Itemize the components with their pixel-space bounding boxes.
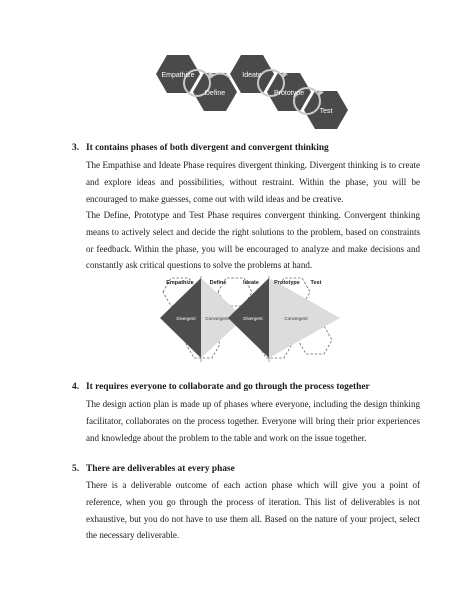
section-4-heading-text: It requires everyone to collaborate and go through the process together bbox=[86, 382, 370, 392]
divergent-label-1: Divergent bbox=[176, 316, 196, 321]
fig2-label-ideate: Ideate bbox=[243, 280, 259, 286]
section-3-paragraph-1: The Empathise and Ideate Phase requires divergent thinking. Divergent thinking is to create and explore ideas and possibilities, without restraint. Within the phase, you will be encouraged to make guesses, come out with wild ideas and be creative. bbox=[86, 160, 420, 204]
convergent-label-2: Convergent bbox=[284, 316, 308, 321]
section-4-paragraph: The design action plan is made up of phases where everyone, including the design thinking facilitator, collaborates on the process together. Everyone will bring their prior experiences and knowledge about the problem to the table and work on the issue together. bbox=[86, 399, 420, 443]
phase-label-empathize: Empathize bbox=[161, 72, 195, 79]
phase-label-define: Define bbox=[204, 90, 226, 97]
section-3-paragraph-2: The Define, Prototype and Test Phase requires convergent thinking. Convergent thinking means to actively select and decide the right solutions to the problem, based on constraints or feedback. Within the phase, you will be encouraged to analyze and make decisions and constantly ask critical questions to solve the problems at hand. bbox=[86, 210, 420, 271]
phase-label-prototype: Prototype bbox=[274, 90, 304, 97]
fig2-label-prototype: Prototype bbox=[274, 280, 300, 286]
section-3-number: 3. bbox=[72, 143, 80, 153]
section-4-number: 4. bbox=[72, 382, 80, 392]
section-5-heading bbox=[72, 463, 420, 475]
section-4-heading bbox=[72, 381, 420, 393]
fig2-label-define: Define bbox=[209, 280, 227, 286]
convergent-label-1: Convergent bbox=[205, 316, 229, 321]
fig2-label-test: Test bbox=[310, 280, 322, 286]
phase-label-test: Test bbox=[319, 108, 333, 115]
section-3-heading bbox=[72, 142, 420, 154]
section-5-heading-text: There are deliverables at every phase bbox=[86, 464, 235, 474]
section-3-heading-text: It contains phases of both divergent and convergent thinking bbox=[86, 143, 329, 153]
divergent-label-2: Divergent bbox=[243, 316, 263, 321]
phase-label-ideate: Ideate bbox=[242, 72, 262, 79]
fig2-label-empathize: Empathize bbox=[166, 280, 194, 286]
design-thinking-process-figure bbox=[150, 50, 350, 136]
divergent-convergent-figure bbox=[158, 274, 344, 366]
section-5-number: 5. bbox=[72, 464, 80, 474]
section-5-paragraph: There is a deliverable outcome of each action phase which will give you a point of reference, when you go through the process of iteration. This list of deliverables is not exhaustive, but you do not have to use them all. Based on the nature of your project, select the necessary deliverable. bbox=[86, 480, 420, 541]
